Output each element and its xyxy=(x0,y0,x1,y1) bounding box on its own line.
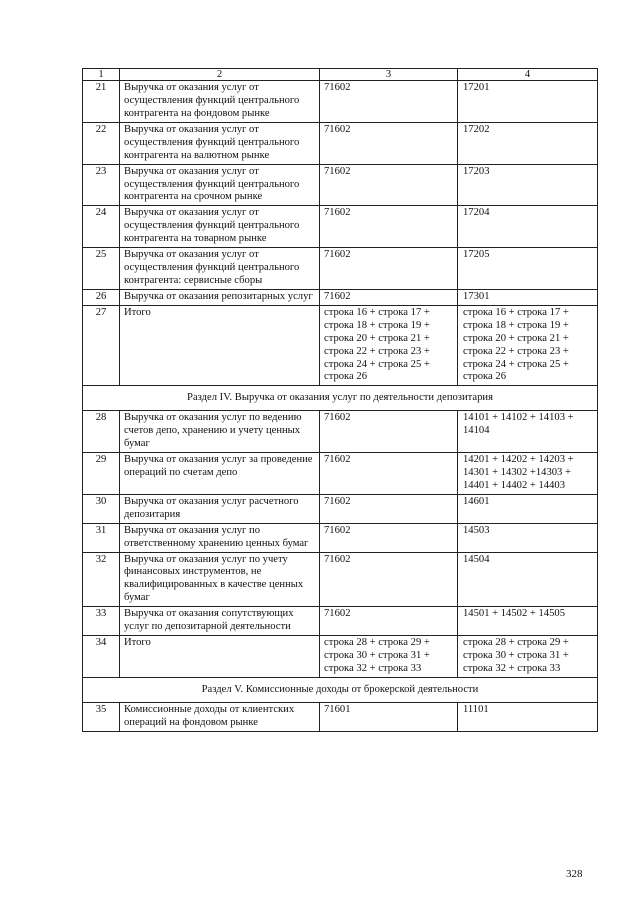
row-name: Выручка от оказания услуг от осуществления функций центрального контрагента на валютном рынке xyxy=(120,122,320,164)
row-number: 32 xyxy=(83,552,120,607)
row-col3: 71602 xyxy=(320,607,458,636)
row-col3: 71602 xyxy=(320,552,458,607)
row-number: 24 xyxy=(83,206,120,248)
row-name: Итого xyxy=(120,636,320,678)
row-number: 35 xyxy=(83,702,120,731)
row-col3: 71602 xyxy=(320,164,458,206)
row-name: Выручка от оказания услуг по ответственному хранению ценных бумаг xyxy=(120,523,320,552)
row-col4: 17301 xyxy=(458,289,598,305)
row-number: 26 xyxy=(83,289,120,305)
table-row xyxy=(83,164,598,206)
section-heading: Раздел V. Комиссионные доходы от брокерской деятельности xyxy=(83,677,598,702)
row-name: Итого xyxy=(120,305,320,386)
row-name: Выручка от оказания услуг от осуществления функций центрального контрагента на фондовом рынке xyxy=(120,81,320,123)
row-number: 30 xyxy=(83,494,120,523)
row-name: Выручка от оказания услуг по учету финансовых инструментов, не квалифицированных в качестве ценных бумаг xyxy=(120,552,320,607)
row-col4: 14501 + 14502 + 14505 xyxy=(458,607,598,636)
row-name: Выручка от оказания услуг от осуществления функций центрального контрагента на товарном рынке xyxy=(120,206,320,248)
table-row xyxy=(83,411,598,453)
row-col3: 71602 xyxy=(320,81,458,123)
row-col3: 71602 xyxy=(320,411,458,453)
page-number: 328 xyxy=(566,868,583,880)
section-heading-row xyxy=(83,386,598,411)
row-col3: 71602 xyxy=(320,453,458,495)
table-row-total xyxy=(83,636,598,678)
row-col4: 17202 xyxy=(458,122,598,164)
table-row xyxy=(83,453,598,495)
table-row xyxy=(83,552,598,607)
row-number: 29 xyxy=(83,453,120,495)
row-number: 23 xyxy=(83,164,120,206)
row-col4: 14504 xyxy=(458,552,598,607)
row-number: 27 xyxy=(83,305,120,386)
row-col4: 17201 xyxy=(458,81,598,123)
table-row xyxy=(83,702,598,731)
row-name: Выручка от оказания услуг по ведению счетов депо, хранению и учету ценных бумаг xyxy=(120,411,320,453)
row-col3: 71601 xyxy=(320,702,458,731)
row-number: 34 xyxy=(83,636,120,678)
accounts-table xyxy=(82,68,598,732)
table-row xyxy=(83,81,598,123)
row-col4: 17205 xyxy=(458,248,598,290)
row-number: 21 xyxy=(83,81,120,123)
row-name: Выручка от оказания репозитарных услуг xyxy=(120,289,320,305)
row-name: Выручка от оказания услуг за проведение операций по счетам депо xyxy=(120,453,320,495)
row-col4: 17203 xyxy=(458,164,598,206)
row-col3: 71602 xyxy=(320,494,458,523)
row-number: 31 xyxy=(83,523,120,552)
row-number: 25 xyxy=(83,248,120,290)
row-col3: строка 16 + строка 17 + строка 18 + строка 19 + строка 20 + строка 21 + строка 22 + строка 23 + строка 24 + строка 25 + строка 26 xyxy=(320,305,458,386)
section-heading: Раздел IV. Выручка от оказания услуг по деятельности депозитария xyxy=(83,386,598,411)
table-row xyxy=(83,206,598,248)
row-col3: 71602 xyxy=(320,122,458,164)
row-col4: 14101 + 14102 + 14103 + 14104 xyxy=(458,411,598,453)
row-number: 33 xyxy=(83,607,120,636)
row-col4: 11101 xyxy=(458,702,598,731)
header-col-2: 2 xyxy=(120,69,320,81)
row-col3: строка 28 + строка 29 + строка 30 + строка 31 + строка 32 + строка 33 xyxy=(320,636,458,678)
row-col3: 71602 xyxy=(320,523,458,552)
row-name: Выручка от оказания услуг от осуществления функций центрального контрагента: сервисные сборы xyxy=(120,248,320,290)
row-col4: строка 16 + строка 17 + строка 18 + строка 19 + строка 20 + строка 21 + строка 22 + строка 23 + строка 24 + строка 25 + строка 26 xyxy=(458,305,598,386)
table-row-total xyxy=(83,305,598,386)
row-name: Комиссионные доходы от клиентских операций на фондовом рынке xyxy=(120,702,320,731)
row-col3: 71602 xyxy=(320,289,458,305)
table-row xyxy=(83,494,598,523)
table-row xyxy=(83,607,598,636)
row-name: Выручка от оказания услуг расчетного депозитария xyxy=(120,494,320,523)
header-row xyxy=(83,69,598,81)
header-col-4: 4 xyxy=(458,69,598,81)
row-name: Выручка от оказания услуг от осуществления функций центрального контрагента на срочном рынке xyxy=(120,164,320,206)
row-col3: 71602 xyxy=(320,248,458,290)
row-number: 22 xyxy=(83,122,120,164)
row-col4: 17204 xyxy=(458,206,598,248)
table-row xyxy=(83,289,598,305)
header-col-3: 3 xyxy=(320,69,458,81)
row-col4: 14201 + 14202 + 14203 + 14301 + 14302 +14303 + 14401 + 14402 + 14403 xyxy=(458,453,598,495)
row-col4: 14601 xyxy=(458,494,598,523)
header-col-1: 1 xyxy=(83,69,120,81)
row-col3: 71602 xyxy=(320,206,458,248)
table-row xyxy=(83,248,598,290)
table-row xyxy=(83,523,598,552)
row-number: 28 xyxy=(83,411,120,453)
section-heading-row xyxy=(83,677,598,702)
row-col4: 14503 xyxy=(458,523,598,552)
row-name: Выручка от оказания сопутствующих услуг по депозитарной деятельности xyxy=(120,607,320,636)
table-row xyxy=(83,122,598,164)
row-col4: строка 28 + строка 29 + строка 30 + строка 31 + строка 32 + строка 33 xyxy=(458,636,598,678)
